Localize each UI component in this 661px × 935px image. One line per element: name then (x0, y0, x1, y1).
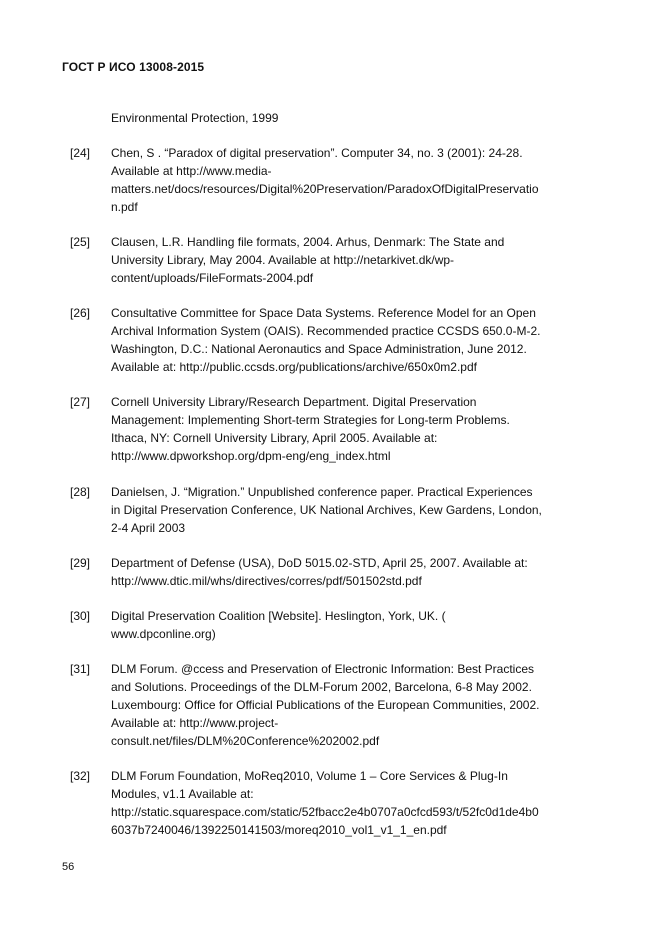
reference-line: Clausen, L.R. Handling file formats, 2004. Arhus, Denmark: The State and (111, 235, 505, 249)
reference-line: Danielsen, J. “Migration.” Unpublished conference paper. Practical Experiences (111, 485, 533, 499)
reference-item (62, 607, 602, 643)
reference-line: http://www.dpworkshop.org/dpm-eng/eng_index.html (111, 449, 391, 463)
reference-line: http://www.dtic.mil/whs/directives/corres/pdf/501502std.pdf (111, 574, 422, 588)
reference-text (111, 144, 596, 216)
reference-number: [27] (70, 395, 91, 409)
reference-line: Management: Implementing Short-term Strategies for Long-term Problems. (111, 413, 510, 427)
reference-text (111, 304, 596, 376)
reference-line: http://static.squarespace.com/static/52fbacc2e4b0707a0cfcd593/t/52fc0d1de4b0 (111, 805, 539, 819)
reference-item (62, 483, 602, 537)
reference-line: matters.net/docs/resources/Digital%20Preservation/ParadoxOfDigitalPreservatio (111, 182, 539, 196)
reference-line: Cornell University Library/Research Department. Digital Preservation (111, 395, 477, 409)
reference-item (62, 393, 602, 465)
reference-line: Luxembourg: Office for Official Publications of the European Communities, 2002. (111, 698, 540, 712)
reference-text (111, 483, 596, 537)
reference-line: consult.net/files/DLM%20Conference%202002.pdf (111, 734, 380, 748)
reference-line: DLM Forum. @ccess and Preservation of Electronic Information: Best Practices (111, 662, 535, 676)
reference-number: [28] (70, 485, 91, 499)
reference-text (111, 233, 596, 287)
page-number: 56 (62, 861, 75, 873)
reference-line: Ithaca, NY: Cornell University Library, April 2005. Available at: (111, 431, 438, 445)
reference-continuation: Environmental Protection, 1999 (111, 111, 279, 125)
reference-line: Available at http://www.media- (111, 164, 272, 178)
reference-line: Consultative Committee for Space Data Systems. Reference Model for an Open (111, 306, 536, 320)
reference-line: Available at: http://public.ccsds.org/publications/archive/650x0m2.pdf (111, 360, 477, 374)
reference-number: [24] (70, 146, 91, 160)
document-header: ГОСТ Р ИСО 13008-2015 (62, 60, 205, 74)
reference-number: [30] (70, 609, 91, 623)
reference-item (62, 144, 602, 216)
reference-line: 6037b7240046/1392250141503/moreq2010_vol1_v1_1_en.pdf (111, 823, 447, 837)
reference-number: [32] (70, 769, 91, 783)
reference-line: Modules, v1.1 Available at: (111, 787, 254, 801)
reference-text (111, 554, 596, 590)
reference-line: Digital Preservation Coalition [Website]. Heslington, York, UK. ( (111, 609, 446, 623)
reference-text (111, 393, 596, 465)
reference-line: DLM Forum Foundation, MoReq2010, Volume 1 – Core Services & Plug-In (111, 769, 508, 783)
reference-line: n.pdf (111, 200, 138, 214)
reference-text (111, 767, 596, 839)
reference-number: [26] (70, 306, 91, 320)
reference-text (111, 660, 596, 750)
reference-line: www.dpconline.org) (111, 627, 216, 641)
reference-line: 2-4 April 2003 (111, 521, 186, 535)
reference-line: Archival Information System (OAIS). Recommended practice CCSDS 650.0-M-2. (111, 324, 541, 338)
reference-line: Chen, S . “Paradox of digital preservation”. Computer 34, no. 3 (2001): 24-28. (111, 146, 523, 160)
reference-line: and Solutions. Proceedings of the DLM-Forum 2002, Barcelona, 6-8 May 2002. (111, 680, 532, 694)
reference-item (62, 767, 602, 839)
reference-item (62, 233, 602, 287)
reference-text (111, 607, 596, 643)
reference-number: [25] (70, 235, 91, 249)
reference-line: Available at: http://www.project- (111, 716, 279, 730)
reference-item (62, 660, 602, 750)
reference-line: Washington, D.C.: National Aeronautics and Space Administration, June 2012. (111, 342, 527, 356)
reference-item (62, 554, 602, 590)
reference-line: University Library, May 2004. Available at http://netarkivet.dk/wp- (111, 253, 455, 267)
reference-number: [29] (70, 556, 91, 570)
reference-line: Department of Defense (USA), DoD 5015.02-STD, April 25, 2007. Available at: (111, 556, 528, 570)
reference-number: [31] (70, 662, 91, 676)
reference-line: in Digital Preservation Conference, UK National Archives, Kew Gardens, London, (111, 503, 542, 517)
reference-line: content/uploads/FileFormats-2004.pdf (111, 271, 314, 285)
reference-item (62, 304, 602, 376)
